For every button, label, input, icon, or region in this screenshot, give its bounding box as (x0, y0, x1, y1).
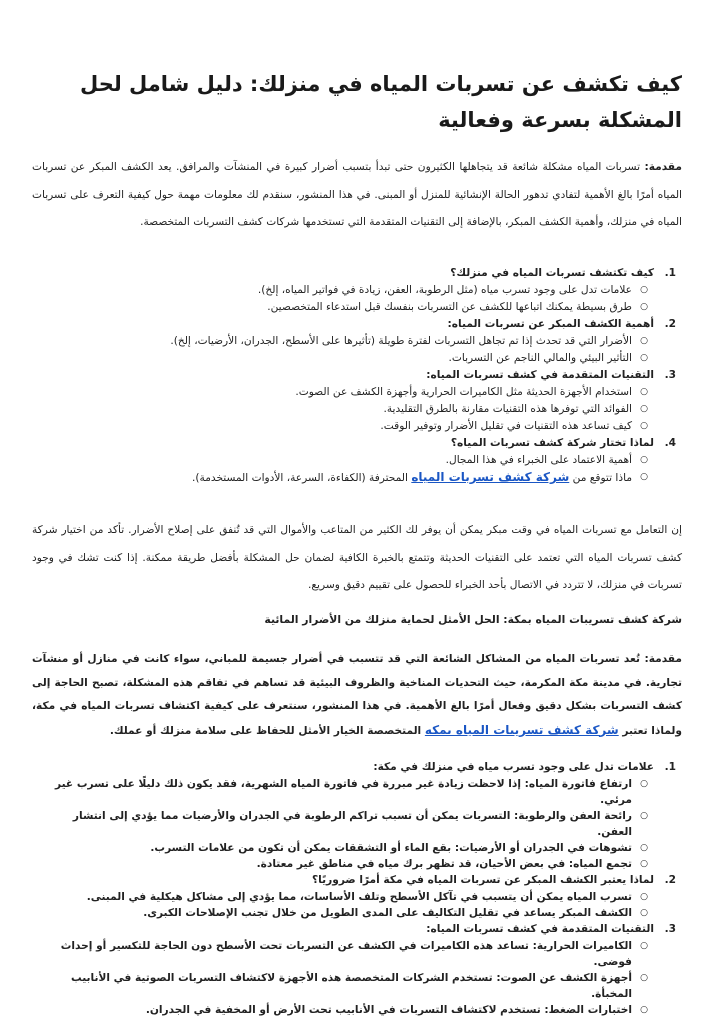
sub-list (42, 282, 654, 316)
sub-list-item (42, 889, 654, 905)
outline-item (42, 316, 682, 367)
circle-bullet-icon: ○ (640, 455, 648, 465)
sub-list-item (42, 970, 654, 1002)
circle-bullet-icon: ○ (640, 779, 648, 789)
sub-list-item (42, 350, 654, 367)
sub-item-text: أهمية الاعتماد على الخبراء في هذا المجال. (445, 454, 632, 466)
sub-list-item (42, 1002, 654, 1018)
circle-bullet-icon: ○ (640, 302, 648, 312)
circle-bullet-icon: ○ (640, 1005, 648, 1015)
outline-item (42, 367, 682, 435)
outline-item (42, 921, 682, 1018)
circle-bullet-icon: ○ (640, 973, 648, 983)
sub-list (42, 384, 654, 435)
outline-list-1 (42, 265, 682, 487)
circle-bullet-icon: ○ (640, 908, 648, 918)
sub-list (42, 776, 654, 872)
circle-bullet-icon: ○ (640, 387, 648, 397)
item-number: 2. (664, 874, 676, 886)
conclusion-paragraph: إن التعامل مع تسربات المياه في وقت مبكر يمكن أن يوفر لك الكثير من المتاعب والأموال التي قد تُنفق على إصلاح الأضرار. تأكد من اختيار شركة كشف تسربات المياه التي تعتمد على التقنيات الحديثة وتتمتع بالخبرة الكافية لضمان حل المشكلة بأفضل طريقة ممكنة. إذا كنت تشك في وجود تسربات في منزلك، لا تتردد في الاتصال بأحد الخبراء للحصول على تقييم دقيق وسريع. (32, 524, 682, 591)
item-number: 4. (664, 437, 676, 449)
circle-bullet-icon: ○ (640, 472, 648, 482)
circle-bullet-icon: ○ (640, 811, 648, 821)
circle-bullet-icon: ○ (640, 353, 648, 363)
item-heading: كيف تكتشف تسربات المياه في منزلك؟ (450, 267, 654, 279)
sub-item-text: المحترفة (الكفاءة، السرعة، الأدوات المستخدمة). (192, 472, 412, 484)
sub-list (42, 452, 654, 487)
sub-list-item (42, 776, 654, 808)
sub-item-text: طرق بسيطة يمكنك اتباعها للكشف عن التسربات بنفسك قبل استدعاء المتخصصين. (267, 301, 632, 313)
sub-item-text: رائحة العفن والرطوبة: التسربات يمكن أن تسبب تراكم الرطوبة في الجدران والأرضيات مما يؤدي إلى انتشار العفن. (72, 810, 632, 838)
sub-list-item (42, 938, 654, 970)
section-heading: شركة كشف تسريبات المياه بمكة: الحل الأمثل لحماية منزلك من الأضرار المائية (264, 613, 682, 626)
outline-list-2 (42, 759, 682, 1018)
sub-list-item (42, 418, 654, 435)
outline-item (42, 435, 682, 487)
item-heading: التقنيات المتقدمة في كشف تسربات المياه: (426, 923, 654, 935)
sub-list (42, 938, 654, 1018)
sub-list-item (42, 401, 654, 418)
sub-list (42, 889, 654, 921)
circle-bullet-icon: ○ (640, 285, 648, 295)
circle-bullet-icon: ○ (640, 892, 648, 902)
item-heading: لماذا تختار شركة كشف تسربات المياه؟ (450, 437, 654, 449)
sub-list-item (42, 282, 654, 299)
sub-item-text: الكشف المبكر يساعد في تقليل التكاليف على المدى الطويل من خلال تجنب الإصلاحات الكبرى. (143, 907, 632, 919)
item-number: 3. (664, 369, 676, 381)
sub-list-item (42, 905, 654, 921)
outline-item (42, 265, 682, 316)
sub-item-text: استخدام الأجهزة الحديثة مثل الكاميرات الحرارية وأجهزة الكشف عن الصوت. (295, 386, 632, 398)
outline-item (42, 759, 682, 872)
sub-item-text: الفوائد التي توفرها هذه التقنيات مقارنة بالطرق التقليدية. (383, 403, 632, 415)
item-number: 3. (664, 923, 676, 935)
item-number: 1. (664, 761, 676, 773)
sub-item-text: الأضرار التي قد تحدث إذا تم تجاهل التسربات لفترة طويلة (تأثيرها على الأسطح، الجدران، الأرضيات، إلخ). (170, 335, 632, 347)
sub-item-text: ماذا تتوقع من (569, 472, 632, 484)
intro-text: تسربات المياه مشكلة شائعة قد يتجاهلها الكثيرون حتى تبدأ بتسبب أضرار كبيرة في المنشآت والمرافق. يعد الكشف المبكر عن تسربات المياه أمرًا بالغ الأهمية لتفادي تدهور الحالة الإنشائية للمنزل أو المبنى. في هذا المنشور، سنقدم لك معلومات مهمة حول كيفية التعرف على تسربات المياه في منزلك، وأهمية الكشف المبكر، بالإضافة إلى التقنيات المتقدمة التي تستخدمها شركات كشف التسربات المتخصصة. (32, 161, 682, 228)
sub-item-text: ارتفاع فاتورة المياه: إذا لاحظت زيادة غير مبررة في فاتورة المياه الشهرية، فقد يكون ذلك دليلًا على تسرب غير مرئي. (55, 778, 632, 806)
circle-bullet-icon: ○ (640, 843, 648, 853)
sub-item-text: اختبارات الضغط: تستخدم لاكتشاف التسربات في الأنابيب تحت الأرض أو المخفية في الجدران. (145, 1004, 632, 1016)
sub-list-item (42, 452, 654, 469)
sub-item-text: التأثير البيئي والمالي الناجم عن التسربات. (448, 352, 632, 364)
sub-item-text: تسرب المياه يمكن أن يتسبب في تآكل الأسطح وتلف الأساسات، مما يؤدي إلى مشاكل هيكلية في المبنى. (86, 891, 632, 903)
page-title: كيف تكشف عن تسربات المياه في منزلك: دليل شامل لحل المشكلة بسرعة وفعالية (79, 72, 682, 132)
sub-list-item (42, 840, 654, 856)
outline-item (42, 872, 682, 921)
sub-list-item (42, 856, 654, 872)
circle-bullet-icon: ○ (640, 859, 648, 869)
mecca-company-link[interactable]: شركة كشف تسريبات المياه بمكه (424, 722, 619, 737)
circle-bullet-icon: ○ (640, 421, 648, 431)
sub-list-item (42, 808, 654, 840)
item-heading: لماذا يعتبر الكشف المبكر عن تسربات المياه في مكة أمرًا ضروريًا؟ (312, 874, 654, 886)
circle-bullet-icon: ○ (640, 404, 648, 414)
item-heading: التقنيات المتقدمة في كشف تسربات المياه: (426, 369, 654, 381)
sub-item-text: كيف تساعد هذه التقنيات في تقليل الأضرار وتوفير الوقت. (380, 420, 632, 432)
item-heading: علامات تدل على وجود تسرب مياه في منزلك في مكة: (373, 761, 654, 773)
item-heading: أهمية الكشف المبكر عن تسربات المياه: (447, 318, 654, 330)
sub-item-text: الكاميرات الحرارية: تساعد هذه الكاميرات في الكشف عن التسربات تحت الأسطح دون الحاجة للتكسير أو إحداث فوضى. (60, 940, 632, 968)
sub-list-item (42, 469, 654, 487)
sub-item-text: أجهزة الكشف عن الصوت: تستخدم الشركات المتخصصة هذه الأجهزة لاكتشاف التسربات الصوتية في الأنابيب المخبأة. (70, 972, 632, 1000)
intro2-text: مقدمة: تُعد تسربات المياه من المشاكل الشائعة التي قد تتسبب في أضرار جسيمة للمباني، سواء كانت في منازل أو منشآت تجارية. في مدينة مكة المكرمة، حيث التحديات المناخية والظروف البيئية قد تساهم في تفاقم هذه المشكلة، تصبح الحاجة إلى كشف التسربات بشكل دقيق وفعال أمرًا بالغ الأهمية. في هذا المنشور، سنتعرف على كيفية اكتشاف تسربات المياه في مكة، ولماذا تعتبر (32, 653, 682, 737)
item-number: 1. (664, 267, 676, 279)
sub-list-item (42, 384, 654, 401)
circle-bullet-icon: ○ (640, 336, 648, 346)
sub-item-text: تجمع المياه: في بعض الأحيان، قد تظهر برك مياه في مناطق غير معتادة. (256, 858, 632, 870)
intro-paragraph (32, 154, 682, 237)
intro-lead: مقدمة: (644, 161, 682, 173)
sub-item-text: علامات تدل على وجود تسرب مياه (مثل الرطوبة، العفن، زيادة في فواتير المياه، إلخ). (257, 284, 632, 296)
circle-bullet-icon: ○ (640, 941, 648, 951)
sub-item-text: تشوهات في الجدران أو الأرضيات: بقع الماء أو التشققات يمكن أن تكون من علامات التسرب. (150, 842, 632, 854)
company-link[interactable]: شركة كشف تسربات المياه (411, 470, 570, 484)
sub-list-item (42, 333, 654, 350)
intro2-paragraph (32, 648, 682, 743)
item-number: 2. (664, 318, 676, 330)
intro2-after: المتخصصة الخيار الأمثل للحفاظ على سلامة منزلك أو عملك. (109, 724, 425, 737)
sub-list (42, 333, 654, 367)
sub-list-item (42, 299, 654, 316)
